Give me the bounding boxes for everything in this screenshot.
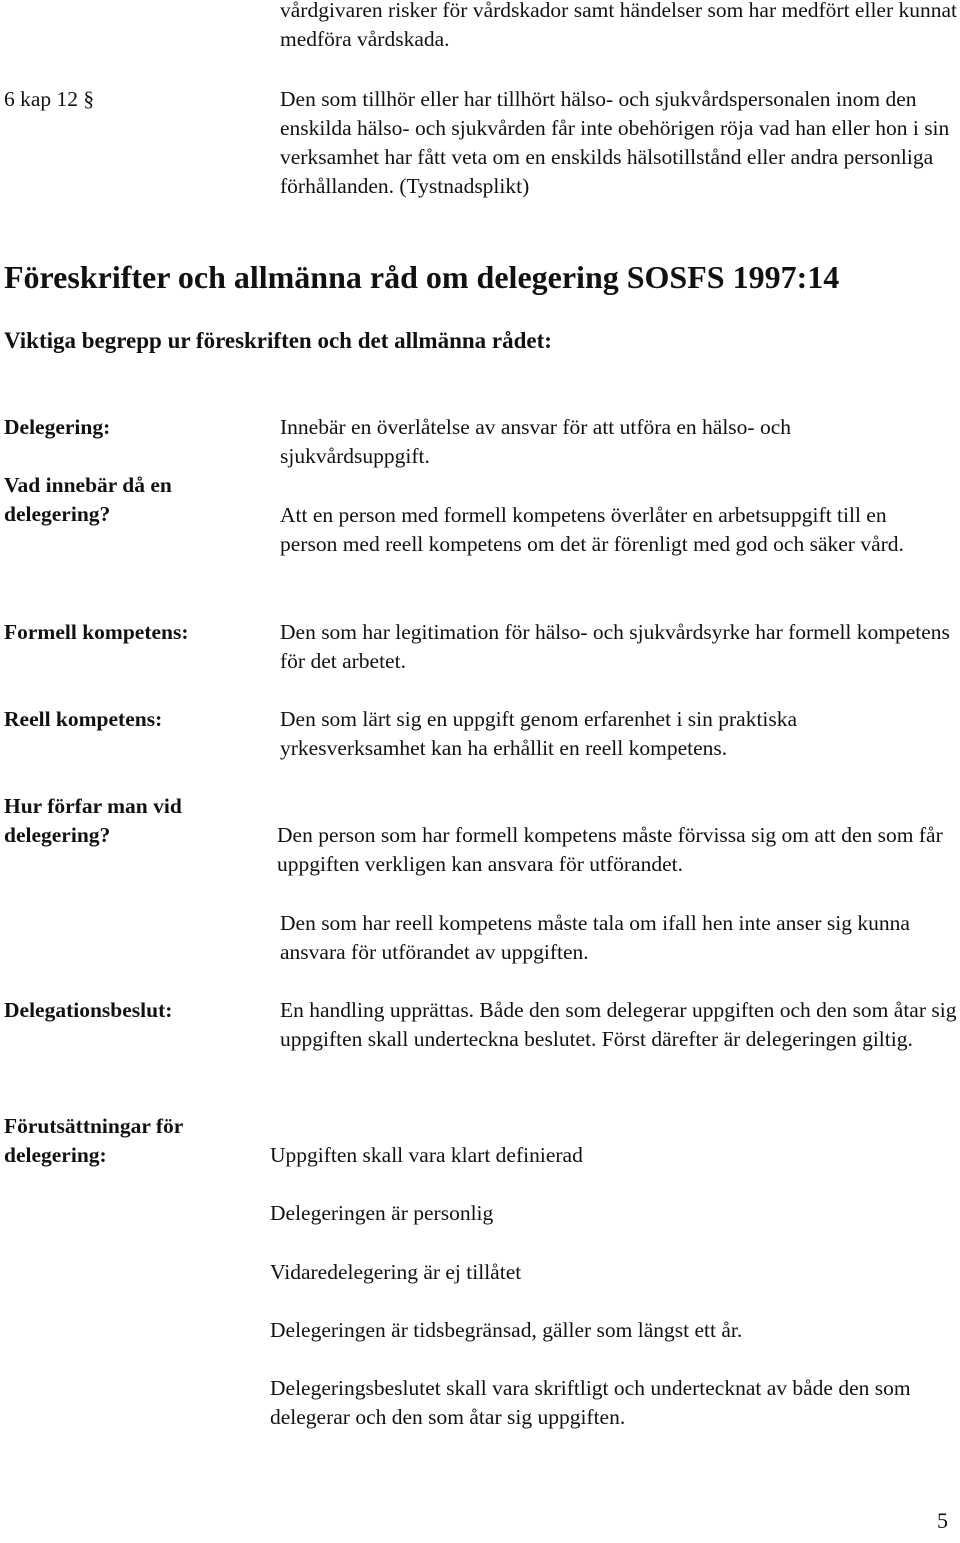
top-fragment-text: vårdgivaren risker för vårdskador samt händelser som har medfört eller kunnat medföra vårdskada. (280, 0, 958, 51)
definition-formell-kompetens: Den som har legitimation för hälso- och sjukvårdsyrke har formell kompetens för det arbetet. (280, 620, 950, 673)
page-subtitle: Viktiga begrepp ur föreskriften och det allmänna rådet: (4, 328, 552, 353)
term-hur-forfar: Hur förfar man vid delegering? (4, 794, 182, 847)
term-vad-innebar: Vad innebär då en delegering? (4, 473, 172, 526)
page-number: 5 (937, 1508, 948, 1533)
condition-item: Delegeringen är tidsbegränsad, gäller som längst ett år. (270, 1318, 743, 1342)
definition-delegationsbeslut: En handling upprättas. Både den som delegerar uppgiften och den som åtar sig uppgiften skall underteckna beslutet. Först därefter är delegeringen giltig. (280, 998, 957, 1051)
definition-reell-kompetens: Den som lärt sig en uppgift genom erfarenhet i sin praktiska yrkesverksamhet kan ha erhållit en reell kompetens. (280, 707, 798, 760)
condition-item: Uppgiften skall vara klart definierad (270, 1143, 583, 1167)
definition-hur-forfar-1: Den person som har formell kompetens måste förvissa sig om att den som får uppgiften verkligen kan ansvara för utförandet. (277, 823, 943, 876)
term-delegationsbeslut: Delegationsbeslut: (4, 998, 173, 1022)
term-reell-kompetens: Reell kompetens: (4, 707, 163, 731)
condition-item: Delegeringsbeslutet skall vara skriftligt och undertecknat av både den som delegerar och den som åtar sig uppgiften. (270, 1376, 911, 1429)
term-formell-kompetens: Formell kompetens: (4, 620, 189, 644)
term-forutsattningar: Förutsättningar för delegering: (4, 1114, 183, 1167)
law-reference: 6 kap 12 § (4, 87, 95, 111)
condition-item: Vidaredelegering är ej tillåtet (270, 1260, 522, 1284)
definition-hur-forfar-2: Den som har reell kompetens måste tala om ifall hen inte anser sig kunna ansvara för utförandet av uppgiften. (280, 911, 910, 964)
condition-item: Delegeringen är personlig (270, 1201, 494, 1225)
definition-delegering: Innebär en överlåtelse av ansvar för att utföra en hälso- och sjukvårdsuppgift. (280, 415, 791, 468)
law-text: Den som tillhör eller har tillhört hälso- och sjukvårdspersonalen inom den enskilda hälso- och sjukvården får inte obehörigen röja vad han eller hon i sin verksamhet har fått veta om en enskilds hälsotillstånd eller andra personliga förhållanden. (Tystnadsplikt) (280, 87, 950, 198)
definition-vad-innebar: Att en person med formell kompetens överlåter en arbetsuppgift till en person med reell kompetens om det är förenligt med god och säker vård. (280, 503, 904, 556)
page-title: Föreskrifter och allmänna råd om delegering SOSFS 1997:14 (4, 259, 840, 295)
term-delegering: Delegering: (4, 415, 111, 439)
